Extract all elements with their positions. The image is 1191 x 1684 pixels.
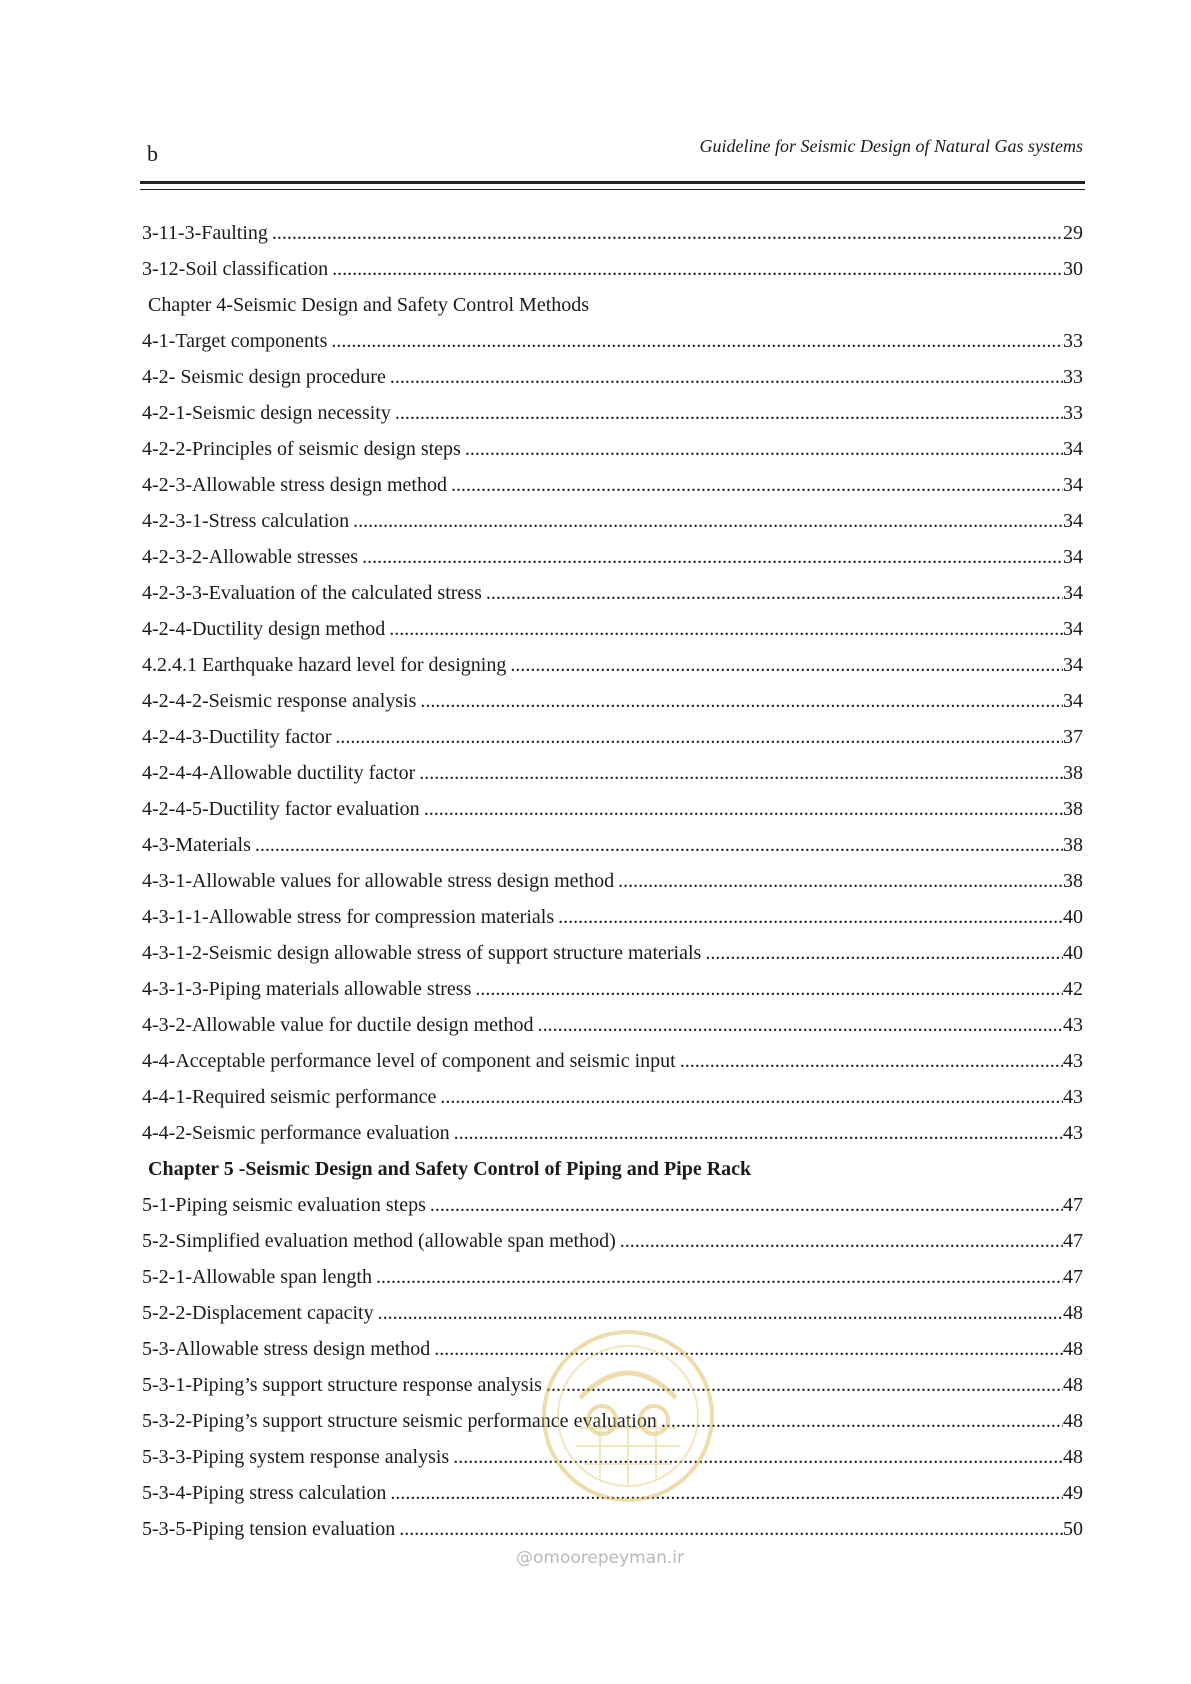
toc-dot-leader	[374, 1295, 1063, 1331]
toc-entry[interactable]	[142, 935, 1083, 971]
toc-page-number: 47	[1063, 1194, 1083, 1216]
toc-page-number: 43	[1063, 1086, 1083, 1108]
toc-page-number: 34	[1063, 618, 1083, 640]
toc-dot-leader	[386, 359, 1063, 395]
toc-entry-title: 5-3-1-Piping’s support structure response analysis	[142, 1374, 542, 1396]
toc-page-number: 43	[1063, 1122, 1083, 1144]
toc-page-number: 42	[1063, 978, 1083, 1000]
toc-page-number: 34	[1063, 546, 1083, 568]
toc-entry[interactable]	[142, 503, 1083, 539]
toc-dot-leader	[372, 1259, 1063, 1295]
toc-entry-title: 4-4-Acceptable performance level of component and seismic input	[142, 1050, 676, 1072]
toc-entry-title: 4-2-4-5-Ductility factor evaluation	[142, 798, 420, 820]
toc-page-number: 48	[1063, 1446, 1083, 1468]
toc-dot-leader	[701, 935, 1063, 971]
toc-entry-title: 4-2-4-2-Seismic response analysis	[142, 690, 417, 712]
toc-entry-title: 5-3-4-Piping stress calculation	[142, 1482, 387, 1504]
toc-page-number: 30	[1063, 258, 1083, 280]
toc-entry[interactable]	[142, 611, 1083, 647]
toc-dot-leader	[426, 1187, 1063, 1223]
toc-page-number: 48	[1063, 1338, 1083, 1360]
toc-entry-title: 4-2-3-Allowable stress design method	[142, 474, 447, 496]
running-title: Guideline for Seismic Design of Natural Gas systems	[699, 136, 1083, 156]
toc-entry[interactable]	[142, 1367, 1083, 1403]
toc-entry-title: 4.2.4.1 Earthquake hazard level for designing	[142, 654, 507, 676]
toc-entry-title: 5-1-Piping seismic evaluation steps	[142, 1194, 426, 1216]
toc-dot-leader	[416, 683, 1063, 719]
toc-entry-title: 3-12-Soil classification	[142, 258, 329, 280]
toc-page-number: 48	[1063, 1302, 1083, 1324]
toc-entry[interactable]	[142, 1007, 1083, 1043]
toc-dot-leader	[395, 1511, 1063, 1547]
toc-entry[interactable]	[142, 395, 1083, 431]
toc-entry[interactable]	[142, 719, 1083, 755]
toc-entry[interactable]	[142, 1295, 1083, 1331]
toc-chapter-heading	[142, 1151, 1083, 1187]
toc-dot-leader	[657, 1403, 1063, 1439]
toc-page-number: 47	[1063, 1266, 1083, 1288]
toc-page-number: 40	[1063, 942, 1083, 964]
toc-entry-title: 4-3-2-Allowable value for ductile design method	[142, 1014, 534, 1036]
toc-entry-title: 5-2-Simplified evaluation method (allowable span method)	[142, 1230, 616, 1252]
watermark-text: @omoorepeyman.ir	[515, 1548, 685, 1568]
toc-dot-leader	[542, 1367, 1063, 1403]
toc-entry[interactable]	[142, 827, 1083, 863]
toc-page-number: 40	[1063, 906, 1083, 928]
toc-entry[interactable]	[142, 1511, 1083, 1547]
toc-page-number: 34	[1063, 510, 1083, 532]
toc-entry-title: 4-4-2-Seismic performance evaluation	[142, 1122, 450, 1144]
toc-page-number: 49	[1063, 1482, 1083, 1504]
toc-entry-title: 4-2-2-Principles of seismic design steps	[142, 438, 461, 460]
toc-dot-leader	[327, 323, 1063, 359]
toc-entry-title: 3-11-3-Faulting	[142, 222, 268, 244]
toc-entry[interactable]	[142, 467, 1083, 503]
toc-page-number: 47	[1063, 1230, 1083, 1252]
toc-dot-leader	[349, 503, 1063, 539]
toc-entry-title: 5-3-Allowable stress design method	[142, 1338, 431, 1360]
toc-dot-leader	[331, 719, 1063, 755]
toc-entry-title: 4-3-1-1-Allowable stress for compression materials	[142, 906, 555, 928]
toc-entry[interactable]	[142, 323, 1083, 359]
toc-entry[interactable]	[142, 647, 1083, 683]
toc-entry[interactable]	[142, 1439, 1083, 1475]
toc-entry[interactable]	[142, 575, 1083, 611]
toc-dot-leader	[420, 791, 1063, 827]
toc-dot-leader	[616, 1223, 1063, 1259]
toc-entry[interactable]	[142, 1259, 1083, 1295]
toc-dot-leader	[385, 611, 1063, 647]
toc-page-number: 43	[1063, 1050, 1083, 1072]
toc-entry[interactable]	[142, 971, 1083, 1007]
toc-dot-leader	[251, 827, 1063, 863]
toc-page-number: 48	[1063, 1410, 1083, 1432]
toc-entry-title: 4-2-4-4-Allowable ductility factor	[142, 762, 416, 784]
toc-page-number: 38	[1063, 834, 1083, 856]
toc-page-number: 33	[1063, 330, 1083, 352]
toc-entry-title: 4-2-3-2-Allowable stresses	[142, 546, 359, 568]
toc-entry[interactable]	[142, 1223, 1083, 1259]
toc-entry[interactable]	[142, 215, 1083, 251]
toc-entry-title: 5-3-3-Piping system response analysis	[142, 1446, 450, 1468]
toc-dot-leader	[391, 395, 1063, 431]
toc-entry-title: 5-3-5-Piping tension evaluation	[142, 1518, 396, 1540]
toc-dot-leader	[614, 863, 1063, 899]
toc-entry[interactable]	[142, 1079, 1083, 1115]
toc-page-number: 33	[1063, 366, 1083, 388]
toc-entry-title: 5-2-2-Displacement capacity	[142, 1302, 374, 1324]
toc-entry[interactable]	[142, 755, 1083, 791]
toc-dot-leader	[534, 1007, 1063, 1043]
toc-page-number: 34	[1063, 654, 1083, 676]
toc-page-number: 33	[1063, 402, 1083, 424]
toc-page-number: 48	[1063, 1374, 1083, 1396]
toc-entry-title: Chapter 4-Seismic Design and Safety Control Methods	[148, 294, 590, 316]
toc-entry-title: 5-2-1-Allowable span length	[142, 1266, 372, 1288]
toc-entry[interactable]	[142, 359, 1083, 395]
toc-entry[interactable]	[142, 1403, 1083, 1439]
toc-page-number: 38	[1063, 798, 1083, 820]
toc-page-number: 43	[1063, 1014, 1083, 1036]
toc-page-number: 34	[1063, 690, 1083, 712]
header-rule-thin	[140, 189, 1085, 190]
toc-page-number: 34	[1063, 474, 1083, 496]
toc-dot-leader	[328, 251, 1063, 287]
toc-entry-title: 4-3-1-Allowable values for allowable stress design method	[142, 870, 615, 892]
toc-entry-title: 5-3-2-Piping’s support structure seismic performance evaluation	[142, 1410, 657, 1432]
toc-dot-leader	[554, 899, 1063, 935]
table-of-contents	[142, 215, 1083, 1547]
toc-dot-leader	[449, 1439, 1063, 1475]
toc-dot-leader	[386, 1475, 1063, 1511]
toc-chapter-heading	[142, 287, 1083, 323]
toc-entry-title: 4-2-3-1-Stress calculation	[142, 510, 350, 532]
toc-entry-title: 4-3-1-3-Piping materials allowable stress	[142, 978, 472, 1000]
header-rule-thick	[140, 181, 1085, 184]
toc-dot-leader	[415, 755, 1063, 791]
toc-page-number: 38	[1063, 762, 1083, 784]
toc-page-number: 34	[1063, 438, 1083, 460]
toc-dot-leader	[436, 1079, 1063, 1115]
toc-entry[interactable]	[142, 791, 1083, 827]
toc-dot-leader	[461, 431, 1063, 467]
toc-entry[interactable]	[142, 683, 1083, 719]
toc-entry[interactable]	[142, 251, 1083, 287]
toc-entry[interactable]	[142, 1187, 1083, 1223]
toc-entry[interactable]	[142, 1475, 1083, 1511]
toc-page-number: 34	[1063, 582, 1083, 604]
toc-entry[interactable]	[142, 863, 1083, 899]
toc-dot-leader	[506, 647, 1063, 683]
toc-entry-title: 4-2-4-3-Ductility factor	[142, 726, 332, 748]
toc-dot-leader	[447, 467, 1063, 503]
toc-entry-title: 4-2-1-Seismic design necessity	[142, 402, 391, 424]
toc-entry[interactable]	[142, 1115, 1083, 1151]
page-label: b	[147, 141, 158, 166]
toc-dot-leader	[471, 971, 1063, 1007]
toc-page-number: 38	[1063, 870, 1083, 892]
toc-entry[interactable]	[142, 539, 1083, 575]
toc-dot-leader	[676, 1043, 1063, 1079]
toc-dot-leader	[358, 539, 1063, 575]
toc-entry-title: 4-4-1-Required seismic performance	[142, 1086, 437, 1108]
toc-entry[interactable]	[142, 1043, 1083, 1079]
toc-dot-leader	[268, 215, 1063, 251]
toc-entry-title: 4-1-Target components	[142, 330, 328, 352]
toc-page-number: 29	[1063, 222, 1083, 244]
toc-page-number: 50	[1063, 1518, 1083, 1540]
toc-dot-leader	[430, 1331, 1063, 1367]
toc-page-number: 37	[1063, 726, 1083, 748]
toc-entry-title: 4-2- Seismic design procedure	[142, 366, 386, 388]
toc-dot-leader	[450, 1115, 1063, 1151]
toc-entry-title: 4-2-3-3-Evaluation of the calculated stress	[142, 582, 482, 604]
toc-entry-title: 4-3-1-2-Seismic design allowable stress of support structure materials	[142, 942, 702, 964]
toc-entry[interactable]	[142, 1331, 1083, 1367]
toc-dot-leader	[482, 575, 1063, 611]
toc-entry[interactable]	[142, 431, 1083, 467]
toc-entry[interactable]	[142, 899, 1083, 935]
toc-entry-title: Chapter 5 -Seismic Design and Safety Control of Piping and Pipe Rack	[148, 1158, 752, 1180]
toc-entry-title: 4-2-4-Ductility design method	[142, 618, 386, 640]
toc-entry-title: 4-3-Materials	[142, 834, 251, 856]
